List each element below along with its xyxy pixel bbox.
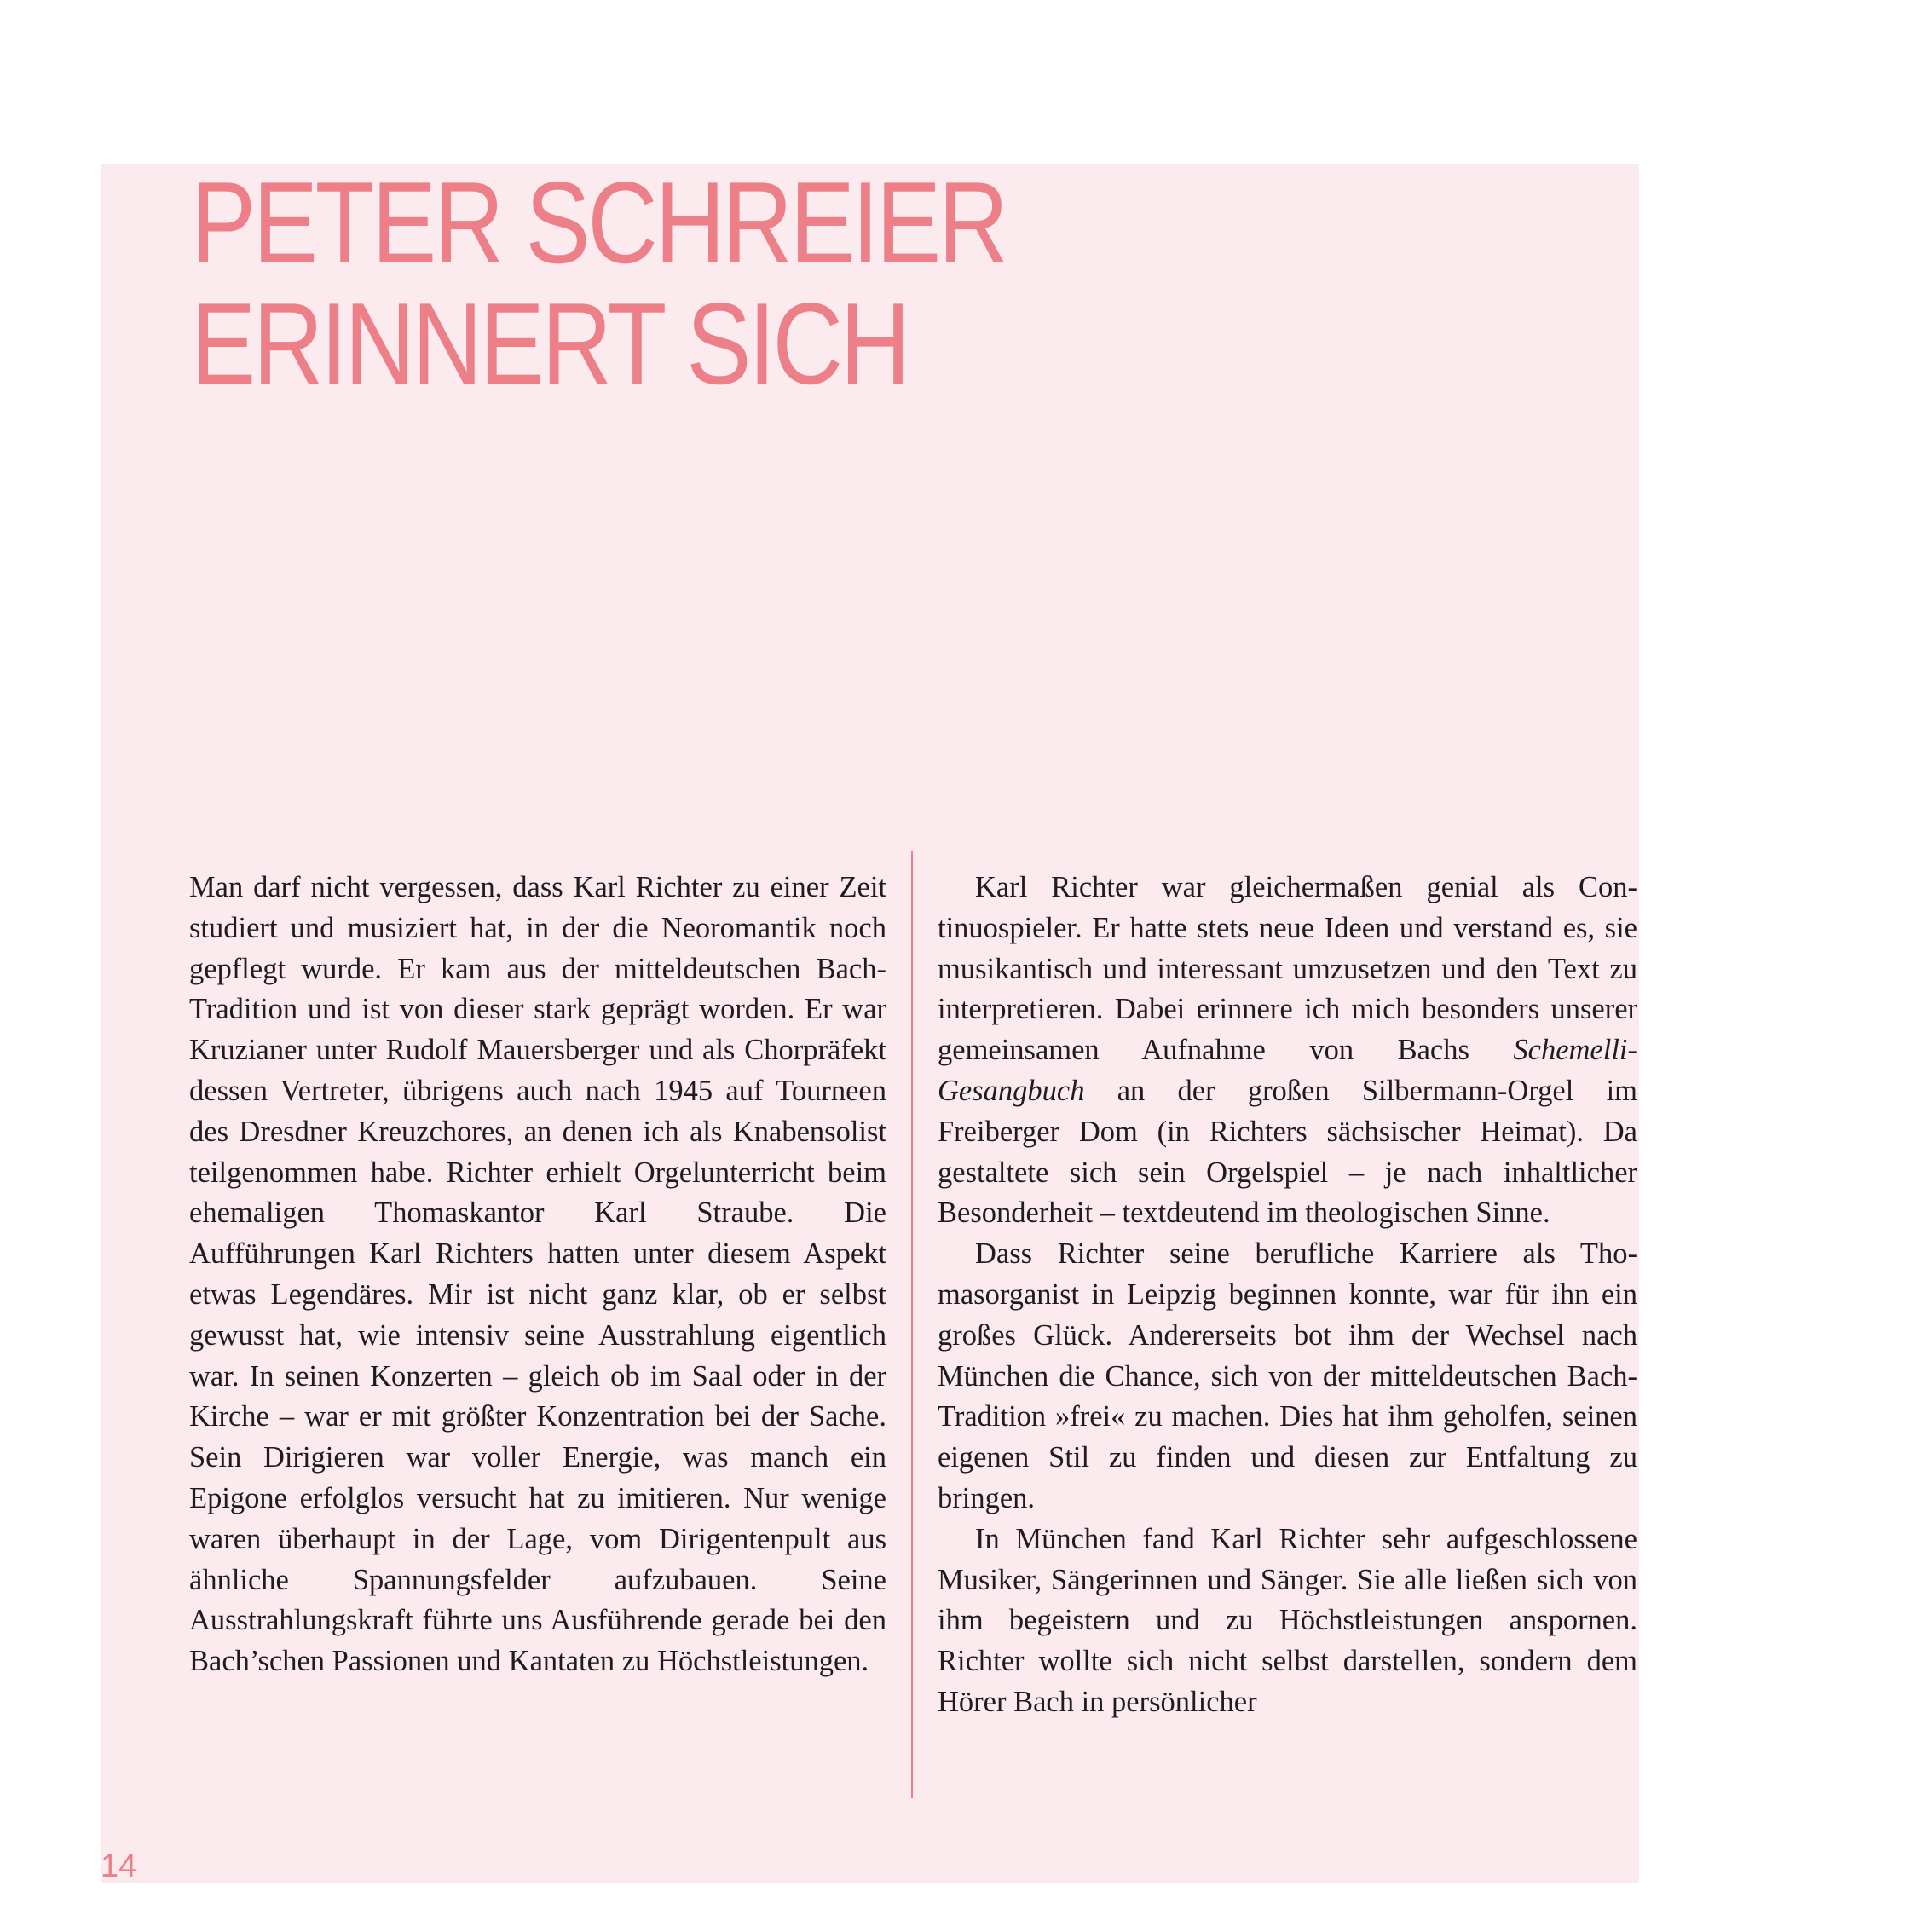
article-title [191, 158, 1006, 408]
left-column [189, 868, 886, 1682]
right-paragraph-3: In München fand Karl Richter sehr aufgeschlossene Musiker, Sängerinnen und Sänger. Sie alle ließen sich von ihm begeistern und zu Höchstleistungen anspornen. Richter wollte sich nicht selbst darstellen, sondern dem Hörer Bach in persönlicher [938, 1522, 1637, 1718]
work-title-italic: Schemelli-Gesangbuch [938, 1034, 1637, 1107]
title-line-1: PETER SCHREIER [191, 158, 1006, 287]
title-line-2: ERINNERT SICH [191, 279, 908, 408]
right-column [938, 868, 1637, 1723]
left-paragraph-1: Man darf nicht vergessen, dass Karl Richter zu einer Zeit studiert und musiziert hat, in der die Neoromantik noch gepflegt wurde. Er kam aus der mitteldeutschen Bach-Tradition und ist von dieser stark geprägt worden. Er war Kruzianer unter Rudolf Mauersberger und als Chorpräfekt dessen Vertreter, übrigens auch nach 1945 auf Tourneen des Dresdner Kreuzchores, an denen ich als Knabensolist teilgenommen habe. Richter erhielt Orgelunterricht beim ehemaligen Thomaskantor Karl Straube. Die Aufführungen Karl Richters hatten unter diesem Aspekt etwas Legendäres. Mir ist nicht ganz klar, ob er selbst gewusst hat, wie intensiv seine Ausstrahlung eigentlich war. In seinen Konzerten – gleich ob im Saal oder in der Kirche – war er mit größter Konzentration bei der Sache. Sein Dirigieren war voller Energie, was manch ein Epigone erfolglos versucht hat zu imitieren. Nur wenige waren überhaupt in der Lage, vom Dirigentenpult aus ähnliche Spannungsfelder aufzubauen. Seine Ausstrahlungskraft führte uns Ausführende gerade bei den Bach’schen Passionen und Kantaten zu Höchstleistungen. [189, 871, 886, 1678]
column-divider [911, 851, 913, 1798]
right-paragraph-1-text-a: Karl Richter war gleichermaßen genial als Continuospieler. Er hatte stets neue Ideen und verstand es, sie musikantisch und interessant umzusetzen und den Text zu interpretieren. Dabei erinnere ich mich besonders unserer gemeinsamen Aufnahme von Bachs [938, 871, 1637, 1067]
page-number: 14 [101, 1848, 137, 1884]
right-paragraph-1 [938, 868, 1637, 1234]
right-paragraph-1-text-b: an der großen Silbermann-Orgel im Freiberger Dom (in Richters sächsischer Heimat). Da gestaltete sich sein Orgelspiel – je nach inhaltlicher Besonderheit – textdeutend im theologischen Sinne. [938, 1074, 1637, 1230]
right-paragraph-2: Dass Richter seine berufliche Karriere als Thomasorganist in Leipzig beginnen konnte, war für ihn ein großes Glück. Andererseits bot ihm der Wechsel nach München die Chance, sich von der mitteldeutschen Bach-Tradition »frei« zu machen. Dies hat ihm geholfen, seinen eigenen Stil zu finden und diesen zur Entfaltung zu bringen. [938, 1237, 1637, 1514]
